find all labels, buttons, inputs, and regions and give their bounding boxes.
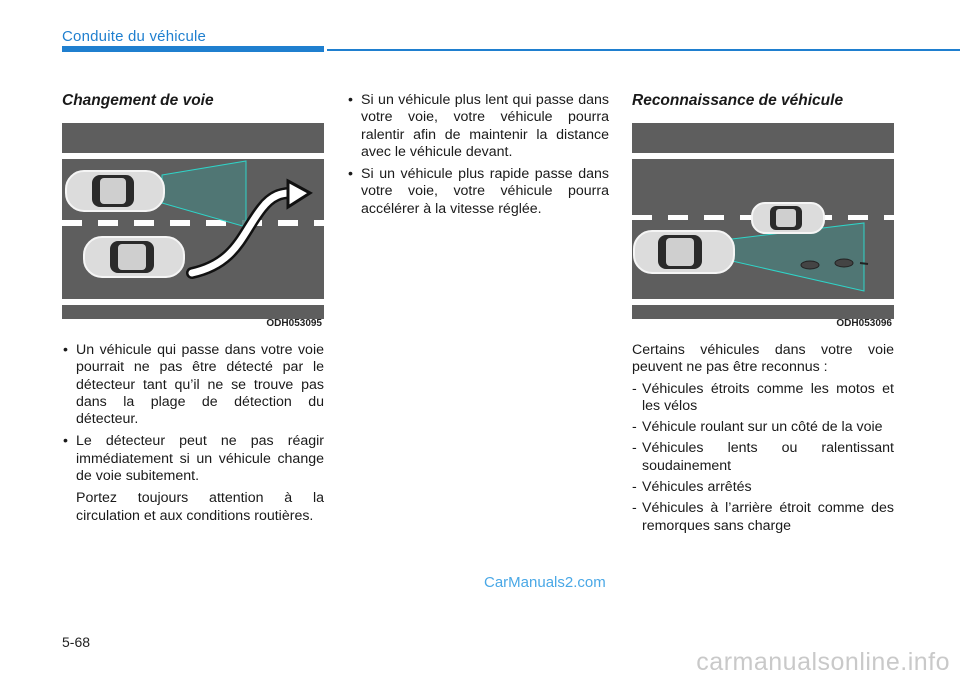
column-lane-change: [62, 92, 324, 525]
bullet-item: • Si un véhicule plus lent qui passe dans votre voie, votre véhicule pourra ralentir afin de maintenir la distance avec le véhicule devant.: [347, 92, 609, 161]
footer-site-watermark: carmanualsonline.info: [696, 648, 950, 676]
dash-item: - Véhicules lents ou ralentissant soudainement: [632, 440, 894, 475]
page-number: 5-68: [62, 634, 91, 650]
header-rule-thin: [327, 49, 960, 51]
bullet-item: • Si un véhicule plus rapide passe dans votre voie, votre véhicule pourra accélérer à la vitesse réglée.: [347, 166, 609, 218]
watermark-link[interactable]: CarManuals2.com: [484, 574, 606, 591]
figure-code: ODH053096: [836, 318, 892, 329]
bullet-item: • Un véhicule qui passe dans votre voie pourrait ne pas être détecté par le détecteur tant qu’il ne se trouve pas dans la plage de détection du détecteur.: [62, 342, 324, 428]
car-ahead-icon: [752, 203, 824, 233]
intro-paragraph: Certains véhicules dans votre voie peuvent ne pas être reconnus :: [632, 342, 894, 376]
figure-vehicle-recognition: [632, 123, 894, 330]
car-own-icon: [634, 231, 734, 273]
section-title-lane-change: Changement de voie: [62, 92, 214, 109]
header-rule-thick: [62, 46, 324, 52]
column-vehicle-recognition: [632, 92, 894, 539]
dash-item: - Véhicules à l’arrière étroit comme des remorques sans charge: [632, 500, 894, 535]
figure-lane-change: [62, 123, 324, 330]
dash-item: - Véhicule roulant sur un côté de la voie: [632, 419, 894, 436]
car-front-icon: [66, 171, 164, 211]
vehicle-recognition-illustration: [632, 123, 894, 330]
figure-code: ODH053095: [266, 318, 322, 329]
column-speed-behavior: [347, 92, 609, 223]
car-own-icon: [84, 237, 184, 277]
vehicle-recognition-text: [632, 342, 894, 535]
bullet-item: • Le détecteur peut ne pas réagir immédiatement si un véhicule change de voie subitement.: [62, 433, 324, 485]
dash-item: - Véhicules étroits comme les motos et les vélos: [632, 381, 894, 416]
continuation-paragraph: Portez toujours attention à la circulation et aux conditions routières.: [76, 490, 324, 524]
section-header: Conduite du véhicule: [62, 28, 207, 45]
lane-change-text: [62, 342, 324, 525]
dash-item: - Véhicules arrêtés: [632, 479, 894, 496]
section-title-vehicle-recognition: Reconnaissance de véhicule: [632, 92, 844, 109]
lane-change-illustration: [62, 123, 324, 330]
